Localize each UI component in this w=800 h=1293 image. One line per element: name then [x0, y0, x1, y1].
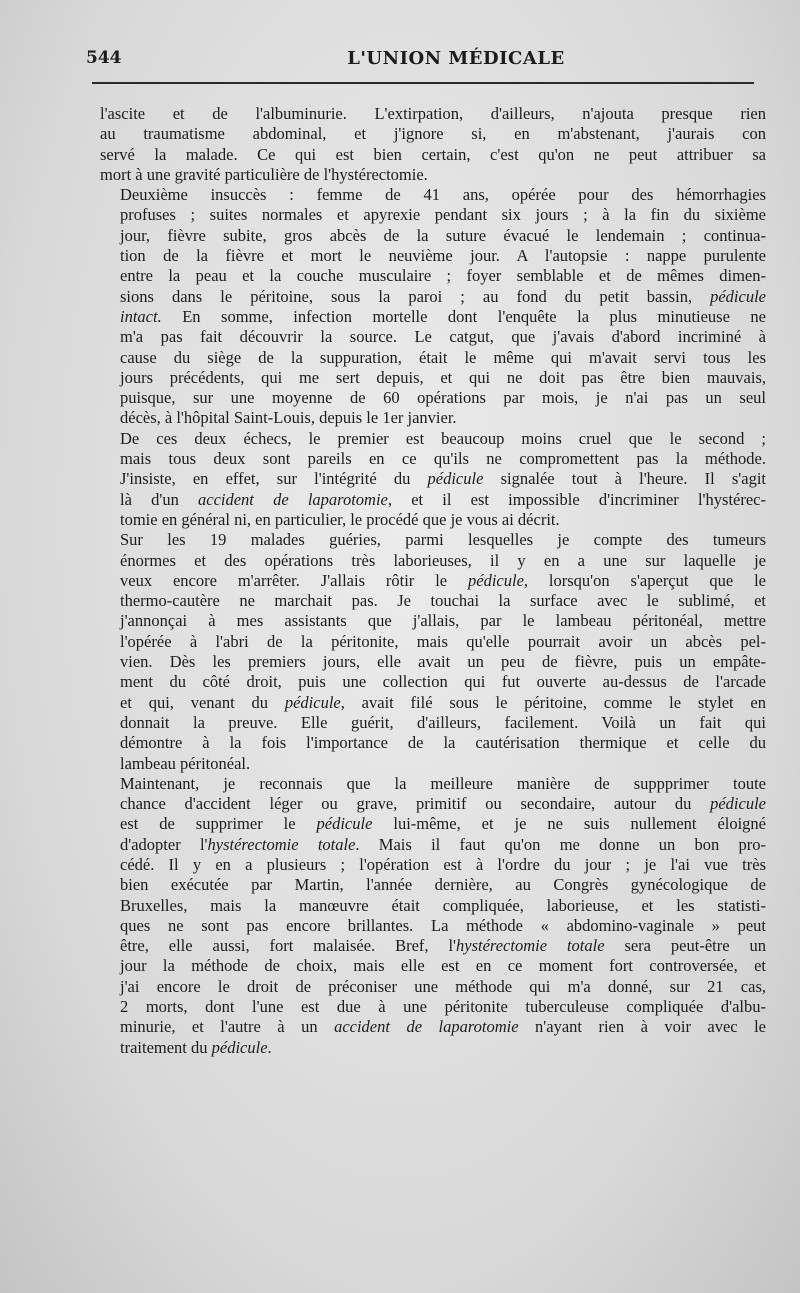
text-line: être, elle aussi, fort malaisée. Bref, l'hystérectomie totale sera peut-être un [120, 936, 766, 956]
text-line: tomie en général ni, en particulier, le procédé que je vous ai décrit. [120, 509, 560, 529]
text-line: au traumatisme abdominal, et j'ignore si, en m'abstenant, j'aurais con [100, 124, 766, 144]
text-line: bien exécutée par Martin, l'année dernière, au Congrès gynécologique de [120, 875, 766, 895]
text-line: m'a pas fait découvrir la source. Le catgut, que j'avais d'abord incriminé à [120, 327, 766, 347]
text-line: mais tous deux sont pareils en ce qu'ils ne compromettent pas la méthode. [120, 449, 766, 469]
text-line: j'annonçai à mes assistants que j'allais, par le lambeau péritonéal, mettre [120, 611, 766, 631]
text-line: donnait la preuve. Elle guérit, d'ailleurs, facilement. Voilà un fait qui [120, 712, 766, 732]
text-line: tion de la fièvre et mort le neuvième jour. A l'autopsie : nappe purulente [120, 246, 766, 266]
text-line: entre la peau et la couche musculaire ; foyer semblable et de mêmes dimen- [120, 266, 766, 286]
paragraph [100, 104, 766, 185]
journal-title: L'UNION MÉDICALE [347, 48, 565, 69]
text-line: servé la malade. Ce qui est bien certain, c'est qu'on ne peut attribuer sa [100, 144, 766, 164]
text-line: Sur les 19 malades guéries, parmi lesquelles je compte des tumeurs [120, 530, 766, 550]
text-line: là d'un accident de laparotomie, et il est impossible d'incriminer l'hystérec- [120, 489, 766, 509]
text-line: démontre à la fois l'importance de la cautérisation thermique et celle du [120, 733, 766, 753]
text-line: jours précédents, qui me sert depuis, et qui ne doit pas être bien mauvais, [120, 367, 766, 387]
paragraph [100, 530, 766, 774]
text-line: l'opérée à l'abri de la péritonite, mais qu'elle pourrait avoir un abcès pel- [120, 631, 766, 651]
text-line: lambeau péritonéal. [120, 753, 251, 773]
text-line: Bruxelles, mais la manœuvre était compliquée, laborieuse, et les statisti- [120, 895, 766, 915]
paragraph [100, 774, 766, 1058]
text-line: d'adopter l'hystérectomie totale. Mais il faut qu'on me donne un bon pro- [120, 834, 766, 854]
text-line: vien. Dès les premiers jours, elle avait un peu de fièvre, puis un empâte- [120, 652, 766, 672]
text-line: sions dans le péritoine, sous la paroi ; au fond du petit bassin, pédicule [120, 286, 766, 306]
text-line: puisque, sur une moyenne de 60 opérations par mois, je n'ai pas un seul [120, 388, 766, 408]
text-line: j'ai encore le droit de préconiser une méthode qui m'a donné, sur 21 cas, [120, 976, 766, 996]
text-line: J'insiste, en effet, sur l'intégrité du pédicule signalée tout à l'heure. Il s'agit [120, 469, 766, 489]
text-line: ques ne sont pas encore brillantes. La méthode « abdomino-vaginale » peut [120, 915, 766, 935]
text-line: est de supprimer le pédicule lui-même, et je ne suis nullement éloigné [120, 814, 767, 834]
text-line: jour la méthode de choix, mais elle est en ce moment fort controversée, et [120, 956, 766, 976]
text-line: intact. En somme, infection mortelle dont l'enquête la plus minutieuse ne [120, 306, 766, 326]
article-body [100, 104, 766, 1058]
text-line: De ces deux échecs, le premier est beaucoup moins cruel que le second ; [120, 428, 766, 448]
text-line: mort à une gravité particulière de l'hystérectomie. [100, 164, 428, 184]
text-line: 2 morts, dont l'une est due à une péritonite tuberculeuse compliquée d'albu- [120, 997, 766, 1017]
text-line: profuses ; suites normales et apyrexie pendant six jours ; à la fin du sixième [120, 205, 766, 225]
text-line: thermo-cautère ne marchait pas. Je touchai la surface avec le sublimé, et [120, 591, 766, 611]
paragraph [100, 429, 766, 530]
text-line: Deuxième insuccès : femme de 41 ans, opérée pour des hémorrhagies [120, 185, 766, 205]
text-line: cédé. Il y en a plusieurs ; l'opération est à l'ordre du jour ; je l'ai vue très [120, 854, 766, 874]
text-line: décès, à l'hôpital Saint-Louis, depuis le 1er janvier. [120, 408, 457, 428]
text-line: veux encore m'arrêter. J'allais rôtir le pédicule, lorsqu'on s'aperçut que le [120, 570, 766, 590]
text-line: et qui, venant du pédicule, avait filé sous le péritoine, comme le stylet en [120, 692, 766, 712]
text-line: minurie, et l'autre à un accident de laparotomie n'ayant rien à voir avec le [120, 1017, 767, 1037]
text-line: énormes et des opérations très laborieuses, il y en a une sur laquelle je [120, 550, 766, 570]
text-line: l'ascite et de l'albuminurie. L'extirpation, d'ailleurs, n'ajouta presque rien [100, 104, 766, 123]
text-line: Maintenant, je reconnais que la meilleure manière de suppprimer toute [120, 773, 766, 793]
text-line: ment du côté droit, puis une collection qui fut ouverte au-dessus de l'arcade [120, 672, 766, 692]
text-line: jour, fièvre subite, gros abcès de la suture évacué le lendemain ; continua- [120, 225, 766, 245]
text-line: cause du siège de la suppuration, était le même qui m'avait servi tous les [120, 347, 766, 367]
text-line: traitement du pédicule. [120, 1037, 272, 1057]
header-rule [92, 82, 754, 84]
text-line: chance d'accident léger ou grave, primitif ou secondaire, autour du pédicule [120, 794, 766, 814]
running-head [86, 48, 756, 78]
paragraph [100, 185, 766, 429]
page-number: 544 [86, 48, 122, 68]
